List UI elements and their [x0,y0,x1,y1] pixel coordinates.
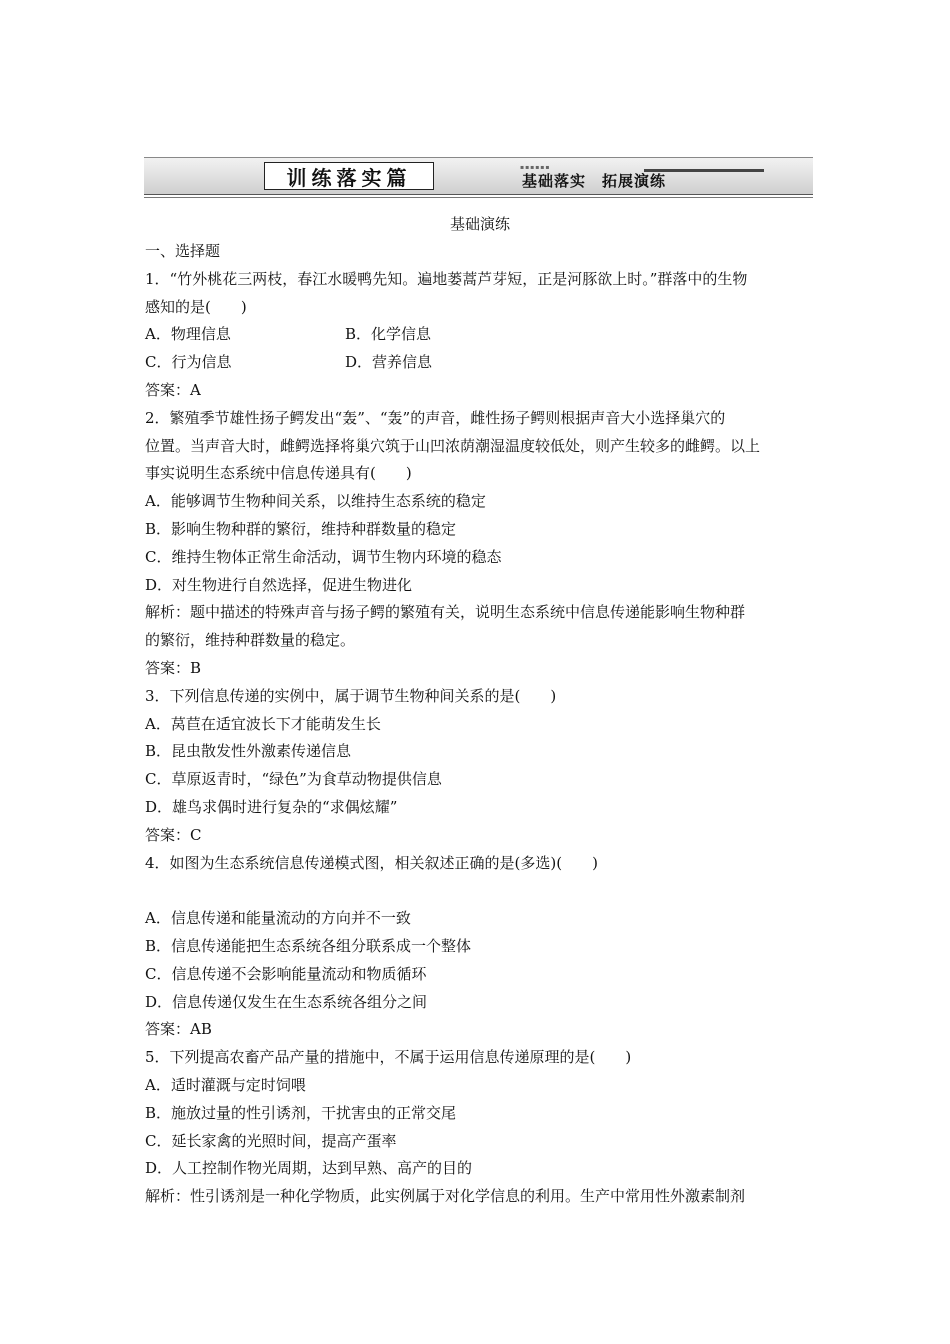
option-d: D．信息传递仅发生在生态系统各组分之间 [145,992,428,1011]
question-3 [145,683,815,850]
option-c: C．草原返青时，“绿色”为食草动物提供信息 [145,770,442,789]
option-a: A．能够调节生物种间关系，以维持生态系统的稳定 [145,492,486,511]
answer: 答案：B [145,658,202,677]
question-stem: 感知的是( ) [145,297,247,316]
banner-title: 训练落实篇 [264,162,434,190]
option-d: D．营养信息 [345,353,433,372]
option-c: C．信息传递不会影响能量流动和物质循环 [145,964,427,983]
figure-placeholder [145,877,815,905]
option-c: C．维持生物体正常生命活动，调节生物内环境的稳态 [145,547,502,566]
question-4 [145,850,815,1045]
question-5 [145,1044,815,1211]
analysis: 解析：性引诱剂是一种化学物质，此实例属于对化学信息的利用。生产中常用性外激素制剂 [145,1187,746,1206]
banner-divider [144,197,813,198]
question-stem: 4．如图为生态系统信息传递模式图，相关叙述正确的是(多选)( ) [145,853,598,872]
question-stem: 1．“竹外桃花三两枝，春江水暖鸭先知。遍地蒌蒿芦芽短，正是河豚欲上时。”群落中的生物 [145,269,748,288]
option-a: A．适时灌溉与定时饲喂 [145,1075,306,1094]
option-b: B．施放过量的性引诱剂，干扰害虫的正常交尾 [145,1103,457,1122]
question-stem: 5．下列提高农畜产品产量的措施中，不属于运用信息传递原理的是( ) [145,1048,632,1067]
question-stem: 3．下列信息传递的实例中，属于调节生物种间关系的是( ) [145,686,557,705]
option-c: C．延长家禽的光照时间，提高产蛋率 [145,1131,397,1150]
option-row [145,321,815,349]
option-d: D．人工控制作物光周期，达到早熟、高产的目的 [145,1159,473,1178]
question-2 [145,405,815,683]
option-a: A．信息传递和能量流动的方向并不一致 [145,909,411,928]
option-d: D．对生物进行自然选择，促进生物进化 [145,575,413,594]
banner-dots: ▪▪▪▪▪▪ [520,164,551,171]
option-b: B．化学信息 [345,325,432,344]
section-title: 一、选择题 [145,242,221,260]
document-body [145,210,815,1211]
option-a: A．莴苣在适宜波长下才能萌发生长 [145,714,381,733]
analysis: 的繁衍，维持种群数量的稳定。 [145,631,356,650]
answer: 答案：A [145,380,201,399]
section-banner [144,157,813,195]
question-stem: 位置。当声音大时，雌鳄选择将巢穴筑于山凹浓荫潮湿温度较低处，则产生较多的雌鳄。以上 [145,436,761,455]
answer: 答案：AB [145,1020,212,1039]
question-stem: 事实说明生态系统中信息传递具有( ) [145,464,412,483]
banner-subtitle: 基础落实 拓展演练 [522,172,667,190]
option-row [145,349,815,377]
option-b: B．影响生物种群的繁衍，维持种群数量的稳定 [145,519,457,538]
option-d: D．雄鸟求偶时进行复杂的“求偶炫耀” [145,797,398,816]
option-c: C．行为信息 [145,353,232,372]
question-stem: 2．繁殖季节雄性扬子鳄发出“轰”、“轰”的声音，雌性扬子鳄则根据声音大小选择巢穴的 [145,408,726,427]
page-heading: 基础演练 [449,215,510,233]
option-a: A．物理信息 [145,325,231,344]
option-b: B．昆虫散发性外激素传递信息 [145,742,352,761]
option-b: B．信息传递能把生态系统各组分联系成一个整体 [145,936,472,955]
question-1 [145,266,815,405]
analysis: 解析：题中描述的特殊声音与扬子鳄的繁殖有关，说明生态系统中信息传递能影响生物种群 [145,603,746,622]
answer: 答案：C [145,825,202,844]
